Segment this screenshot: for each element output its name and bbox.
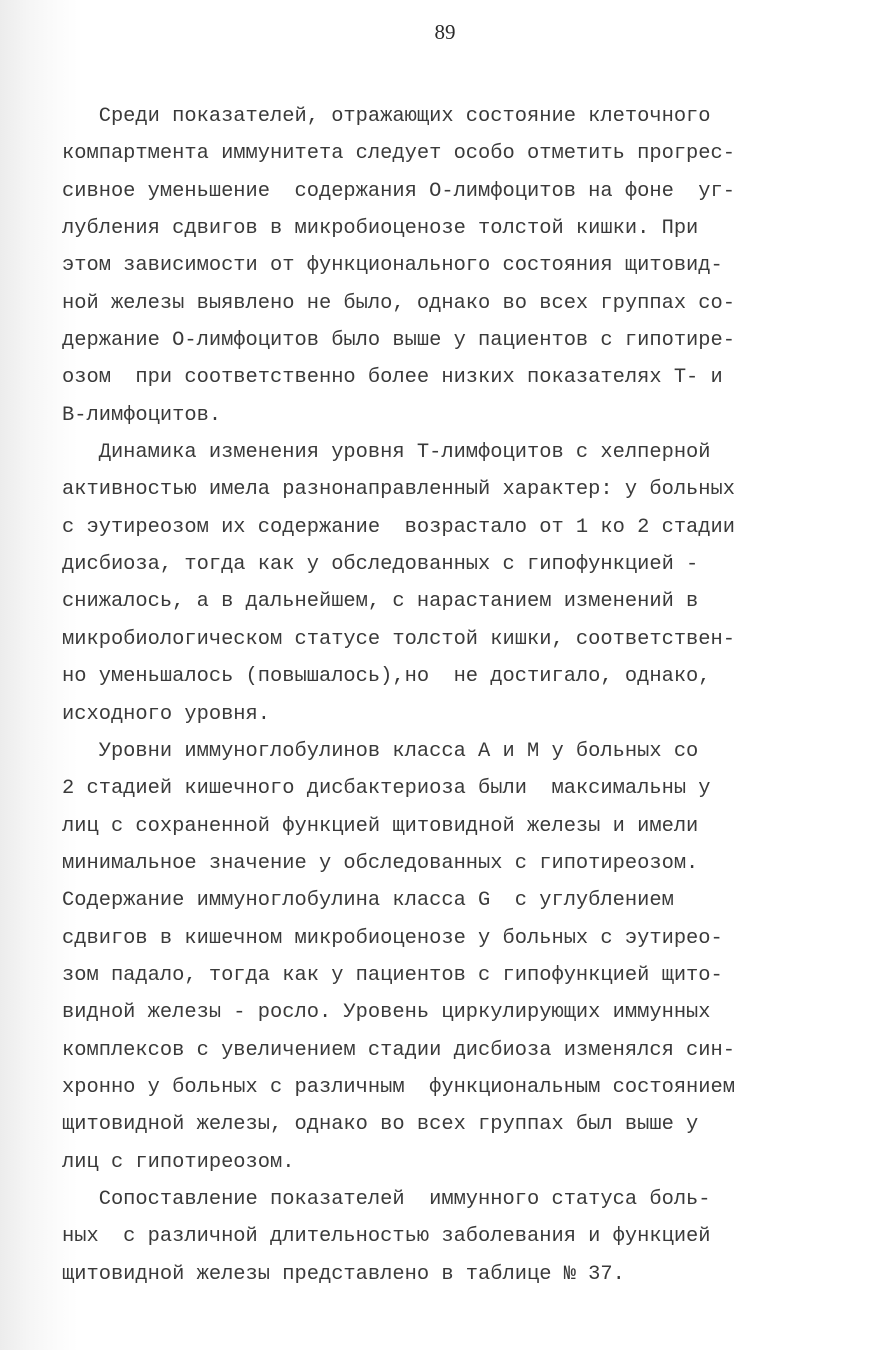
text-line: Среди показателей, отражающих состояние клеточного [62, 105, 711, 128]
text-line: щитовидной железы, однако во всех группах был выше у [62, 1113, 699, 1137]
text-line: этом зависимости от функционального состояния щитовид- [62, 254, 723, 278]
text-line: держание О-лимфоцитов было выше у пациентов с гипотире- [62, 329, 736, 353]
text-line: ных с различной длительностью заболевания и функцией [62, 1225, 711, 1249]
text-line: активностью имела разнонаправленный характер: у больных [62, 478, 736, 502]
text-line: лубления сдвигов в микробиоценозе толстой кишки. При [62, 217, 699, 241]
text-line: хронно у больных с различным функциональным состоянием [62, 1075, 736, 1099]
text-line: В-лимфоцитов. [62, 403, 222, 427]
text-line: Сопоставление показателей иммунного статуса боль- [62, 1187, 711, 1211]
text-line: минимальное значение у обследованных с гипотиреозом. [62, 851, 699, 875]
text-line: компартмента иммунитета следует особо отметить прогрес- [62, 142, 736, 166]
text-line: лиц с гипотиреозом. [62, 1150, 295, 1174]
text-line: озом при соответственно более низких показателях Т- и [62, 366, 723, 390]
text-line: ной железы выявлено не было, однако во всех группах со- [62, 291, 736, 315]
text-line: Содержание иммуноглобулина класса G с углублением [62, 889, 674, 913]
text-line: исходного уровня. [62, 702, 271, 726]
text-line: с эутиреозом их содержание возрастало от 1 ко 2 стадии [62, 515, 736, 539]
text-line: 2 стадией кишечного дисбактериоза были максимальны у [62, 777, 711, 801]
text-line: но уменьшалось (повышалось),но не достигало, однако, [62, 665, 711, 689]
document-body [62, 98, 842, 1293]
text-line: щитовидной железы представлено в таблице № 37. [62, 1262, 625, 1286]
text-line: сивное уменьшение содержания О-лимфоцитов на фоне уг- [62, 179, 736, 203]
text-line: Динамика изменения уровня Т-лимфоцитов с хелперной [62, 441, 711, 465]
text-line: Уровни иммуноглобулинов класса А и М у больных со [62, 739, 699, 763]
text-line: видной железы - росло. Уровень циркулирующих иммунных [62, 1001, 711, 1025]
text-line: лиц с сохраненной функцией щитовидной железы и имели [62, 814, 699, 838]
page-number: 89 [434, 20, 456, 44]
text-line: сдвигов в кишечном микробиоценозе у больных с эутирео- [62, 926, 723, 950]
text-line: зом падало, тогда как у пациентов с гипофункцией щито- [62, 963, 723, 987]
text-line: микробиологическом статусе толстой кишки, соответствен- [62, 627, 736, 651]
text-line: дисбиоза, тогда как у обследованных с гипофункцией - [62, 553, 699, 577]
text-line: комплексов с увеличением стадии дисбиоза изменялся син- [62, 1038, 736, 1062]
text-line: снижалось, а в дальнейшем, с нарастанием изменений в [62, 590, 699, 614]
